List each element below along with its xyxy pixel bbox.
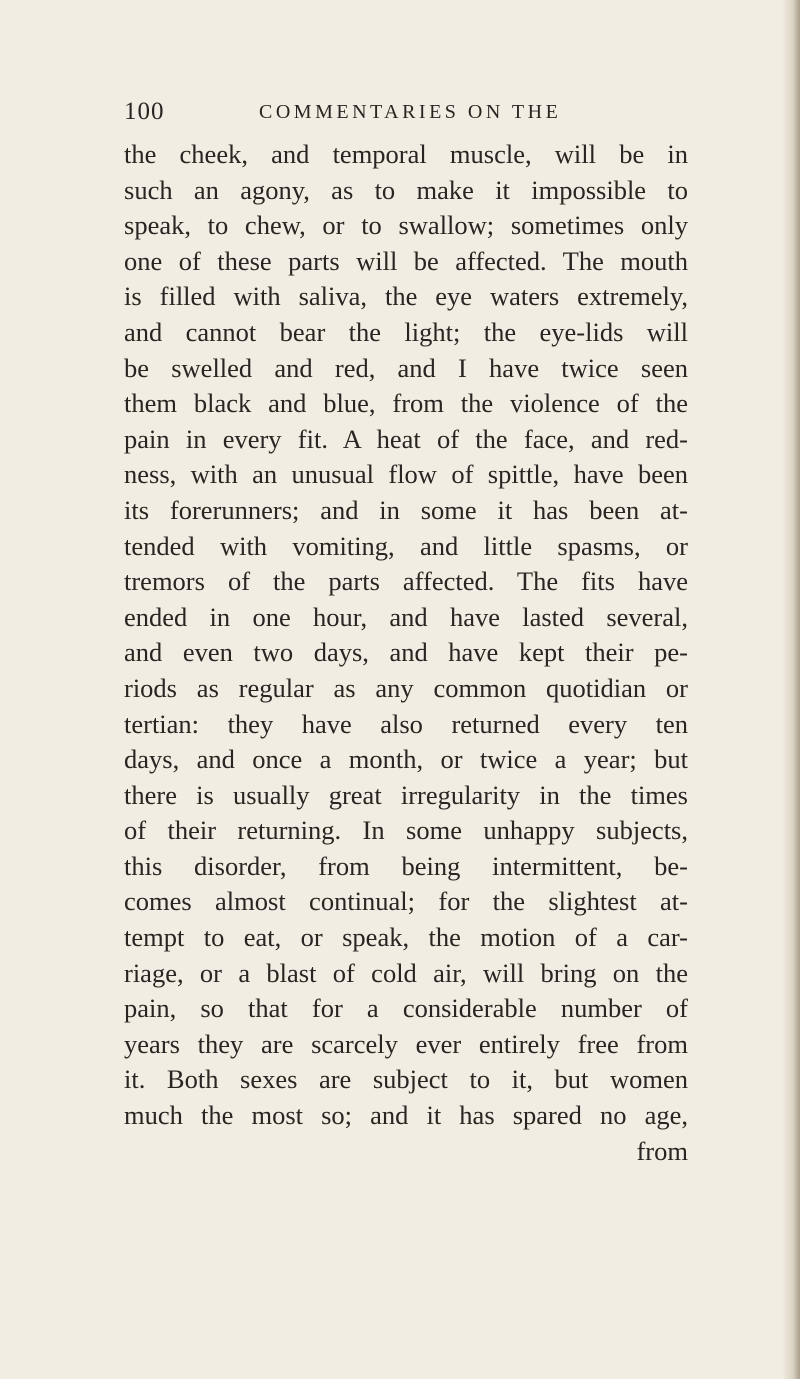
text-line: the cheek, and temporal muscle, will be in [124, 139, 688, 169]
text-line: and cannot bear the light; the eye-lids will [124, 316, 688, 347]
text-line: this disorder, from being intermittent, be- [124, 850, 688, 881]
catchword: from [636, 1135, 688, 1166]
text-line: is filled with saliva, the eye waters extremely, [124, 281, 688, 312]
page-number: 100 [124, 98, 165, 125]
text-line: tended with vomiting, and little spasms, or [124, 530, 688, 561]
text-line: of their returning. In some unhappy subjects, [124, 815, 688, 846]
text-line: riods as regular as any common quotidian or [124, 672, 688, 703]
text-line: tremors of the parts affected. The fits have [124, 566, 688, 597]
text-line: one of these parts will be affected. The mouth [124, 245, 688, 276]
text-line: and even two days, and have kept their pe- [124, 637, 688, 668]
text-line: there is usually great irregularity in the times [124, 779, 688, 810]
text-line: much the most so; and it has spared no age, [124, 1100, 688, 1131]
running-head: COMMENTARIES ON THE [259, 101, 562, 123]
body-text [124, 137, 688, 1169]
text-line: them black and blue, from the violence of the [124, 388, 688, 419]
text-line: its forerunners; and in some it has been at- [124, 494, 688, 525]
text-line: comes almost continual; for the slightest at- [124, 886, 688, 917]
text-line: ended in one hour, and have lasted several, [124, 601, 688, 632]
text-line: days, and once a month, or twice a year; but [124, 744, 688, 775]
text-line: such an agony, as to make it impossible to [124, 174, 688, 205]
text-line: pain, so that for a considerable number of [124, 993, 688, 1024]
text-line: ness, with an unusual flow of spittle, have been [124, 459, 688, 490]
text-line: tertian: they have also returned every ten [124, 708, 688, 739]
text-line: be swelled and red, and I have twice seen [124, 352, 688, 383]
page-header [124, 98, 684, 126]
text-line: years they are scarcely ever entirely free from [124, 1028, 688, 1059]
text-line: riage, or a blast of cold air, will bring on the [124, 957, 688, 988]
text-line: tempt to eat, or speak, the motion of a car- [124, 922, 688, 953]
text-line: speak, to chew, or to swallow; sometimes only [124, 210, 688, 241]
page-edge-shadow [782, 0, 800, 1379]
text-line: it. Both sexes are subject to it, but women [124, 1064, 688, 1095]
text-line: pain in every fit. A heat of the face, and red- [124, 423, 688, 454]
